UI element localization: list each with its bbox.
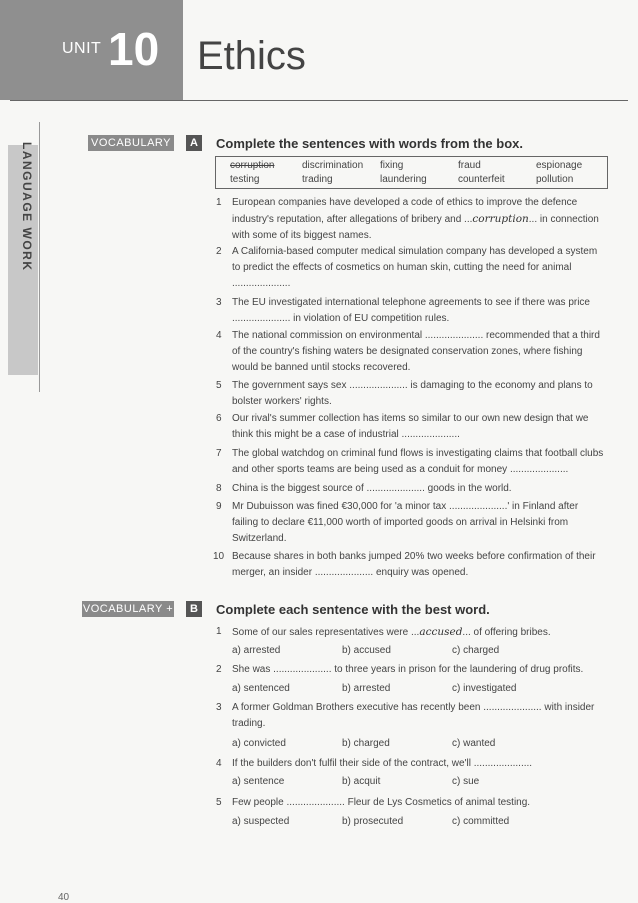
option-a: a) sentence xyxy=(232,776,285,787)
exercise-item: The EU investigated international telephone agreements to see if there was price ..................... in violation of EU competition rules. xyxy=(232,297,590,324)
exercise-item: She was ..................... to three years in prison for the laundering of drug profits. xyxy=(232,664,584,675)
item-number: 8 xyxy=(216,483,222,494)
option-b: b) arrested xyxy=(342,683,391,694)
exercise-letter-b: B xyxy=(186,601,202,617)
option-b: b) accused xyxy=(342,645,391,656)
exercise-item: Our rival's summer collection has items so similar to our own new design that we think this might be a case of industrial ..................... xyxy=(232,413,589,440)
unit-number: 10 xyxy=(108,23,160,75)
item-number: 2 xyxy=(216,664,222,675)
option-c: c) investigated xyxy=(452,683,517,694)
handwritten-answer: accused xyxy=(419,626,463,638)
exercise-item: The government says sex ..................... is damaging to the economy and plans to bolster workers' rights. xyxy=(232,380,593,407)
word-box-item: laundering xyxy=(380,174,427,185)
exercise-item: Few people ..................... Fleur de Lys Cosmetics of animal testing. xyxy=(232,797,531,808)
word-box xyxy=(215,156,608,189)
exercise-item xyxy=(232,624,604,641)
option-b: b) acquit xyxy=(342,776,381,787)
word-box-item: fixing xyxy=(380,160,404,171)
option-b: b) charged xyxy=(342,738,390,749)
handwritten-answer: corruption xyxy=(472,213,529,225)
item-text: Some of our sales representatives were ... xyxy=(232,627,420,638)
item-text: European companies have developed a code of ethics to improve the defence industry's reputation, after allegations of bribery and ... xyxy=(232,197,578,225)
exercise-item: The global watchdog on criminal fund flows is investigating claims that football clubs and other sports teams are being used as a conduit for money ..................... xyxy=(232,448,604,475)
page-number: 40 xyxy=(58,892,70,903)
option-c: c) charged xyxy=(452,645,500,656)
item-number: 3 xyxy=(216,702,222,713)
option-a: a) arrested xyxy=(232,645,281,656)
word-box-item: corruption xyxy=(230,160,275,171)
option-a: a) sentenced xyxy=(232,683,290,694)
exercise-item: A former Goldman Brothers executive has recently been ..................... with insider trading. xyxy=(232,702,595,729)
option-c: c) wanted xyxy=(452,738,496,749)
item-number: 5 xyxy=(216,380,222,391)
page-title: Ethics xyxy=(197,34,306,78)
instruction-b: Complete each sentence with the best word. xyxy=(216,602,490,617)
item-number: 5 xyxy=(216,797,222,808)
instruction-a: Complete the sentences with words from the box. xyxy=(216,136,523,151)
word-box-item: fraud xyxy=(458,160,481,171)
unit-header-band xyxy=(0,0,183,100)
option-b: b) prosecuted xyxy=(342,816,404,827)
exercise-item xyxy=(232,195,604,244)
vocabulary-tag: VOCABULARY xyxy=(88,135,174,151)
item-number: 3 xyxy=(216,297,222,308)
exercise-item: A California-based computer medical simulation company has developed a system to predict the effects of cosmetics on human skin, cutting the need for animal ..................... xyxy=(232,246,598,289)
word-box-item: testing xyxy=(230,174,260,185)
vocabulary-plus-tag: VOCABULARY + xyxy=(82,603,174,615)
side-label: LANGUAGE WORK xyxy=(20,142,34,272)
word-box-item: pollution xyxy=(536,174,574,185)
exercise-item: China is the biggest source of ..................... goods in the world. xyxy=(232,483,512,494)
word-box-item: discrimination xyxy=(302,160,364,171)
exercise-item: If the builders don't fulfil their side of the contract, we'll ..................... xyxy=(232,758,533,769)
word-box-item: counterfeit xyxy=(458,174,505,185)
word-box-item: trading xyxy=(302,174,333,185)
item-number: 6 xyxy=(216,413,222,424)
item-number: 2 xyxy=(216,246,222,257)
exercise-item: Mr Dubuisson was fined €30,000 for 'a minor tax .....................' in Finland after failing to declare €11,000 worth of imported goods on arrival in Helsinki from Switzerland. xyxy=(232,501,579,544)
option-c: c) sue xyxy=(452,776,480,787)
exercise-item: Because shares in both banks jumped 20% two weeks before confirmation of their merger, an insider ..................... enquiry was opened. xyxy=(232,551,596,578)
item-number: 4 xyxy=(216,758,222,769)
item-number: 1 xyxy=(216,626,222,637)
item-number: 1 xyxy=(216,197,222,208)
item-number: 7 xyxy=(216,448,222,459)
item-text-end: ... in connection with some of its biggest names. xyxy=(232,214,599,241)
option-c: c) committed xyxy=(452,816,510,827)
item-number: 9 xyxy=(216,501,222,512)
item-number: 4 xyxy=(216,330,222,341)
option-a: a) suspected xyxy=(232,816,290,827)
header-divider xyxy=(10,100,628,101)
unit-label: UNIT xyxy=(62,40,102,57)
item-text-end: ... of offering bribes. xyxy=(462,627,551,638)
side-divider xyxy=(39,122,40,392)
option-a: a) convicted xyxy=(232,738,286,749)
word-box-item: espionage xyxy=(536,160,583,171)
exercise-item: The national commission on environmental ..................... recommended that a third of the country's fishing waters be designated conservation zones, where fishing would be banned until stocks recovered. xyxy=(232,330,600,373)
item-number: 10 xyxy=(213,551,225,562)
exercise-letter-a: A xyxy=(186,135,202,151)
